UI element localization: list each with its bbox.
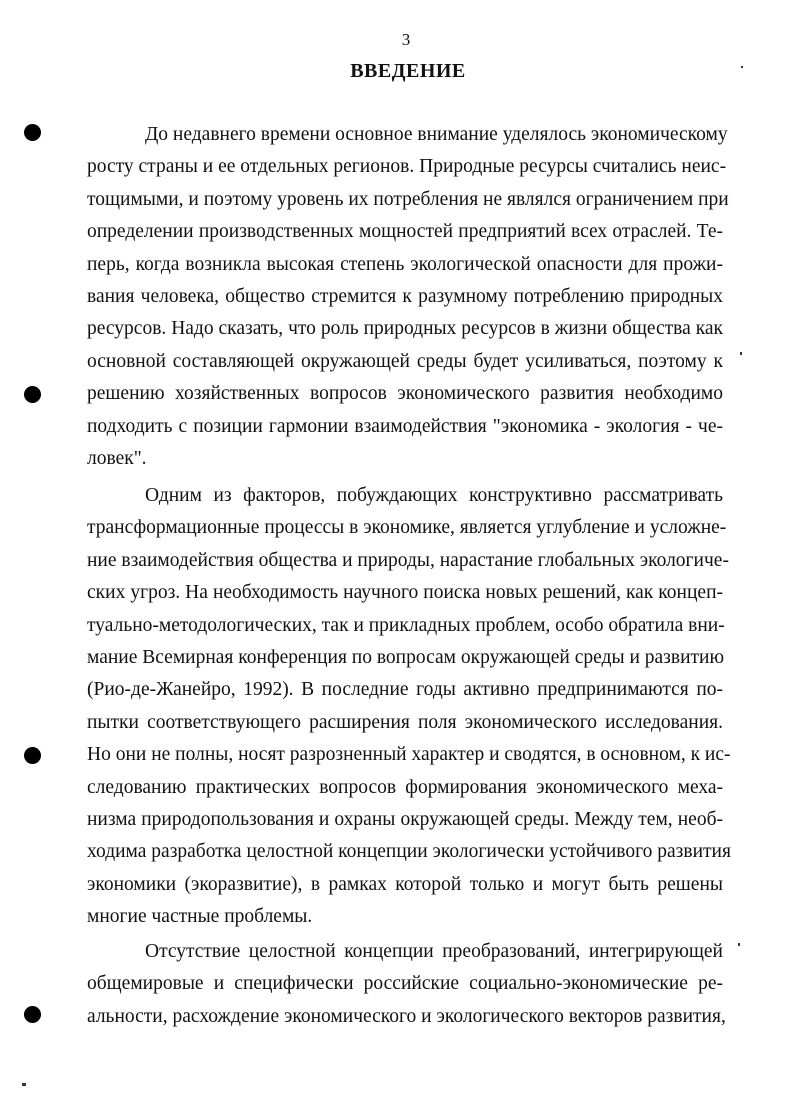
- scan-speck: [741, 66, 743, 68]
- text-line: ресурсов. Надо сказать, что роль природных ресурсов в жизни общества как: [87, 318, 723, 340]
- text-line: многие частные проблемы.: [87, 906, 313, 928]
- text-line: альности, расхождение экономического и экологического векторов развития,: [87, 1005, 726, 1027]
- text-line: мание Всемирная конференция по вопросам окружающей среды и развитию: [87, 646, 725, 668]
- text-line: росту страны и ее отдельных регионов. Природные ресурсы считались неис-: [87, 156, 727, 178]
- punch-hole-2: [24, 386, 41, 403]
- text-line: трансформационные процессы в экономике, является углубление и усложне-: [87, 517, 727, 539]
- paragraph-3: [87, 936, 726, 1033]
- text-line: экономики (экоразвитие), в рамках которой только и могут быть решены: [87, 873, 723, 895]
- text-line: ходима разработка целостной концепции экологически устойчивого развития: [87, 841, 731, 863]
- text-line: основной составляющей окружающей среды будет усиливаться, поэтому к: [87, 350, 723, 372]
- text-line: До недавнего времени основное внимание уделялось экономическому: [145, 124, 728, 145]
- text-line: Одним из факторов, побуждающих конструктивно рассматривать: [145, 485, 723, 506]
- text-line: определении производственных мощностей предприятий всех отраслей. Те-: [87, 221, 723, 243]
- text-line: туально-методологических, так и прикладных проблем, особо обратила вни-: [87, 614, 725, 636]
- text-line: вания человека, общество стремится к разумному потреблению природных: [87, 285, 723, 307]
- punch-hole-1: [24, 124, 41, 141]
- text-line: ние взаимодействия общества и природы, нарастание глобальных экологиче-: [87, 549, 729, 571]
- paragraph-1: [87, 119, 729, 475]
- text-line: ловек".: [87, 447, 147, 469]
- punch-hole-4: [24, 1006, 41, 1023]
- scan-speck: [22, 1083, 26, 1086]
- text-line: подходить с позиции гармонии взаимодействия "экономика - экология - че-: [87, 415, 723, 437]
- text-line: следованию практических вопросов формирования экономического меха-: [87, 776, 723, 798]
- paragraph-2: [87, 480, 731, 933]
- text-line: решению хозяйственных вопросов экономического развития необходимо: [87, 383, 723, 405]
- text-line: перь, когда возникла высокая степень экологической опасности для прожи-: [87, 253, 723, 275]
- text-line: низма природопользования и охраны окружающей среды. Между тем, необ-: [87, 808, 723, 830]
- scan-speck: [738, 943, 740, 946]
- text-line: ских угроз. На необходимость научного поиска новых решений, как концеп-: [87, 582, 723, 604]
- scan-speck: [740, 352, 742, 355]
- text-line: тощимыми, и поэтому уровень их потребления не являлся ограничением при: [87, 188, 729, 210]
- page-title: ВВЕДЕНИЕ: [350, 60, 466, 82]
- text-line: общемировые и специфически российские социально-экономические ре-: [87, 973, 723, 995]
- text-line: пытки соответствующего расширения поля экономического исследования.: [87, 711, 723, 733]
- page-number: 3: [401, 30, 411, 49]
- punch-hole-3: [24, 747, 41, 764]
- text-line: Отсутствие целостной концепции преобразований, интегрирующей: [145, 941, 723, 962]
- text-line: Но они не полны, носят разрозненный характер и сводятся, в основном, к ис-: [87, 744, 731, 766]
- text-line: (Рио-де-Жанейро, 1992). В последние годы активно предпринимаются по-: [87, 679, 723, 701]
